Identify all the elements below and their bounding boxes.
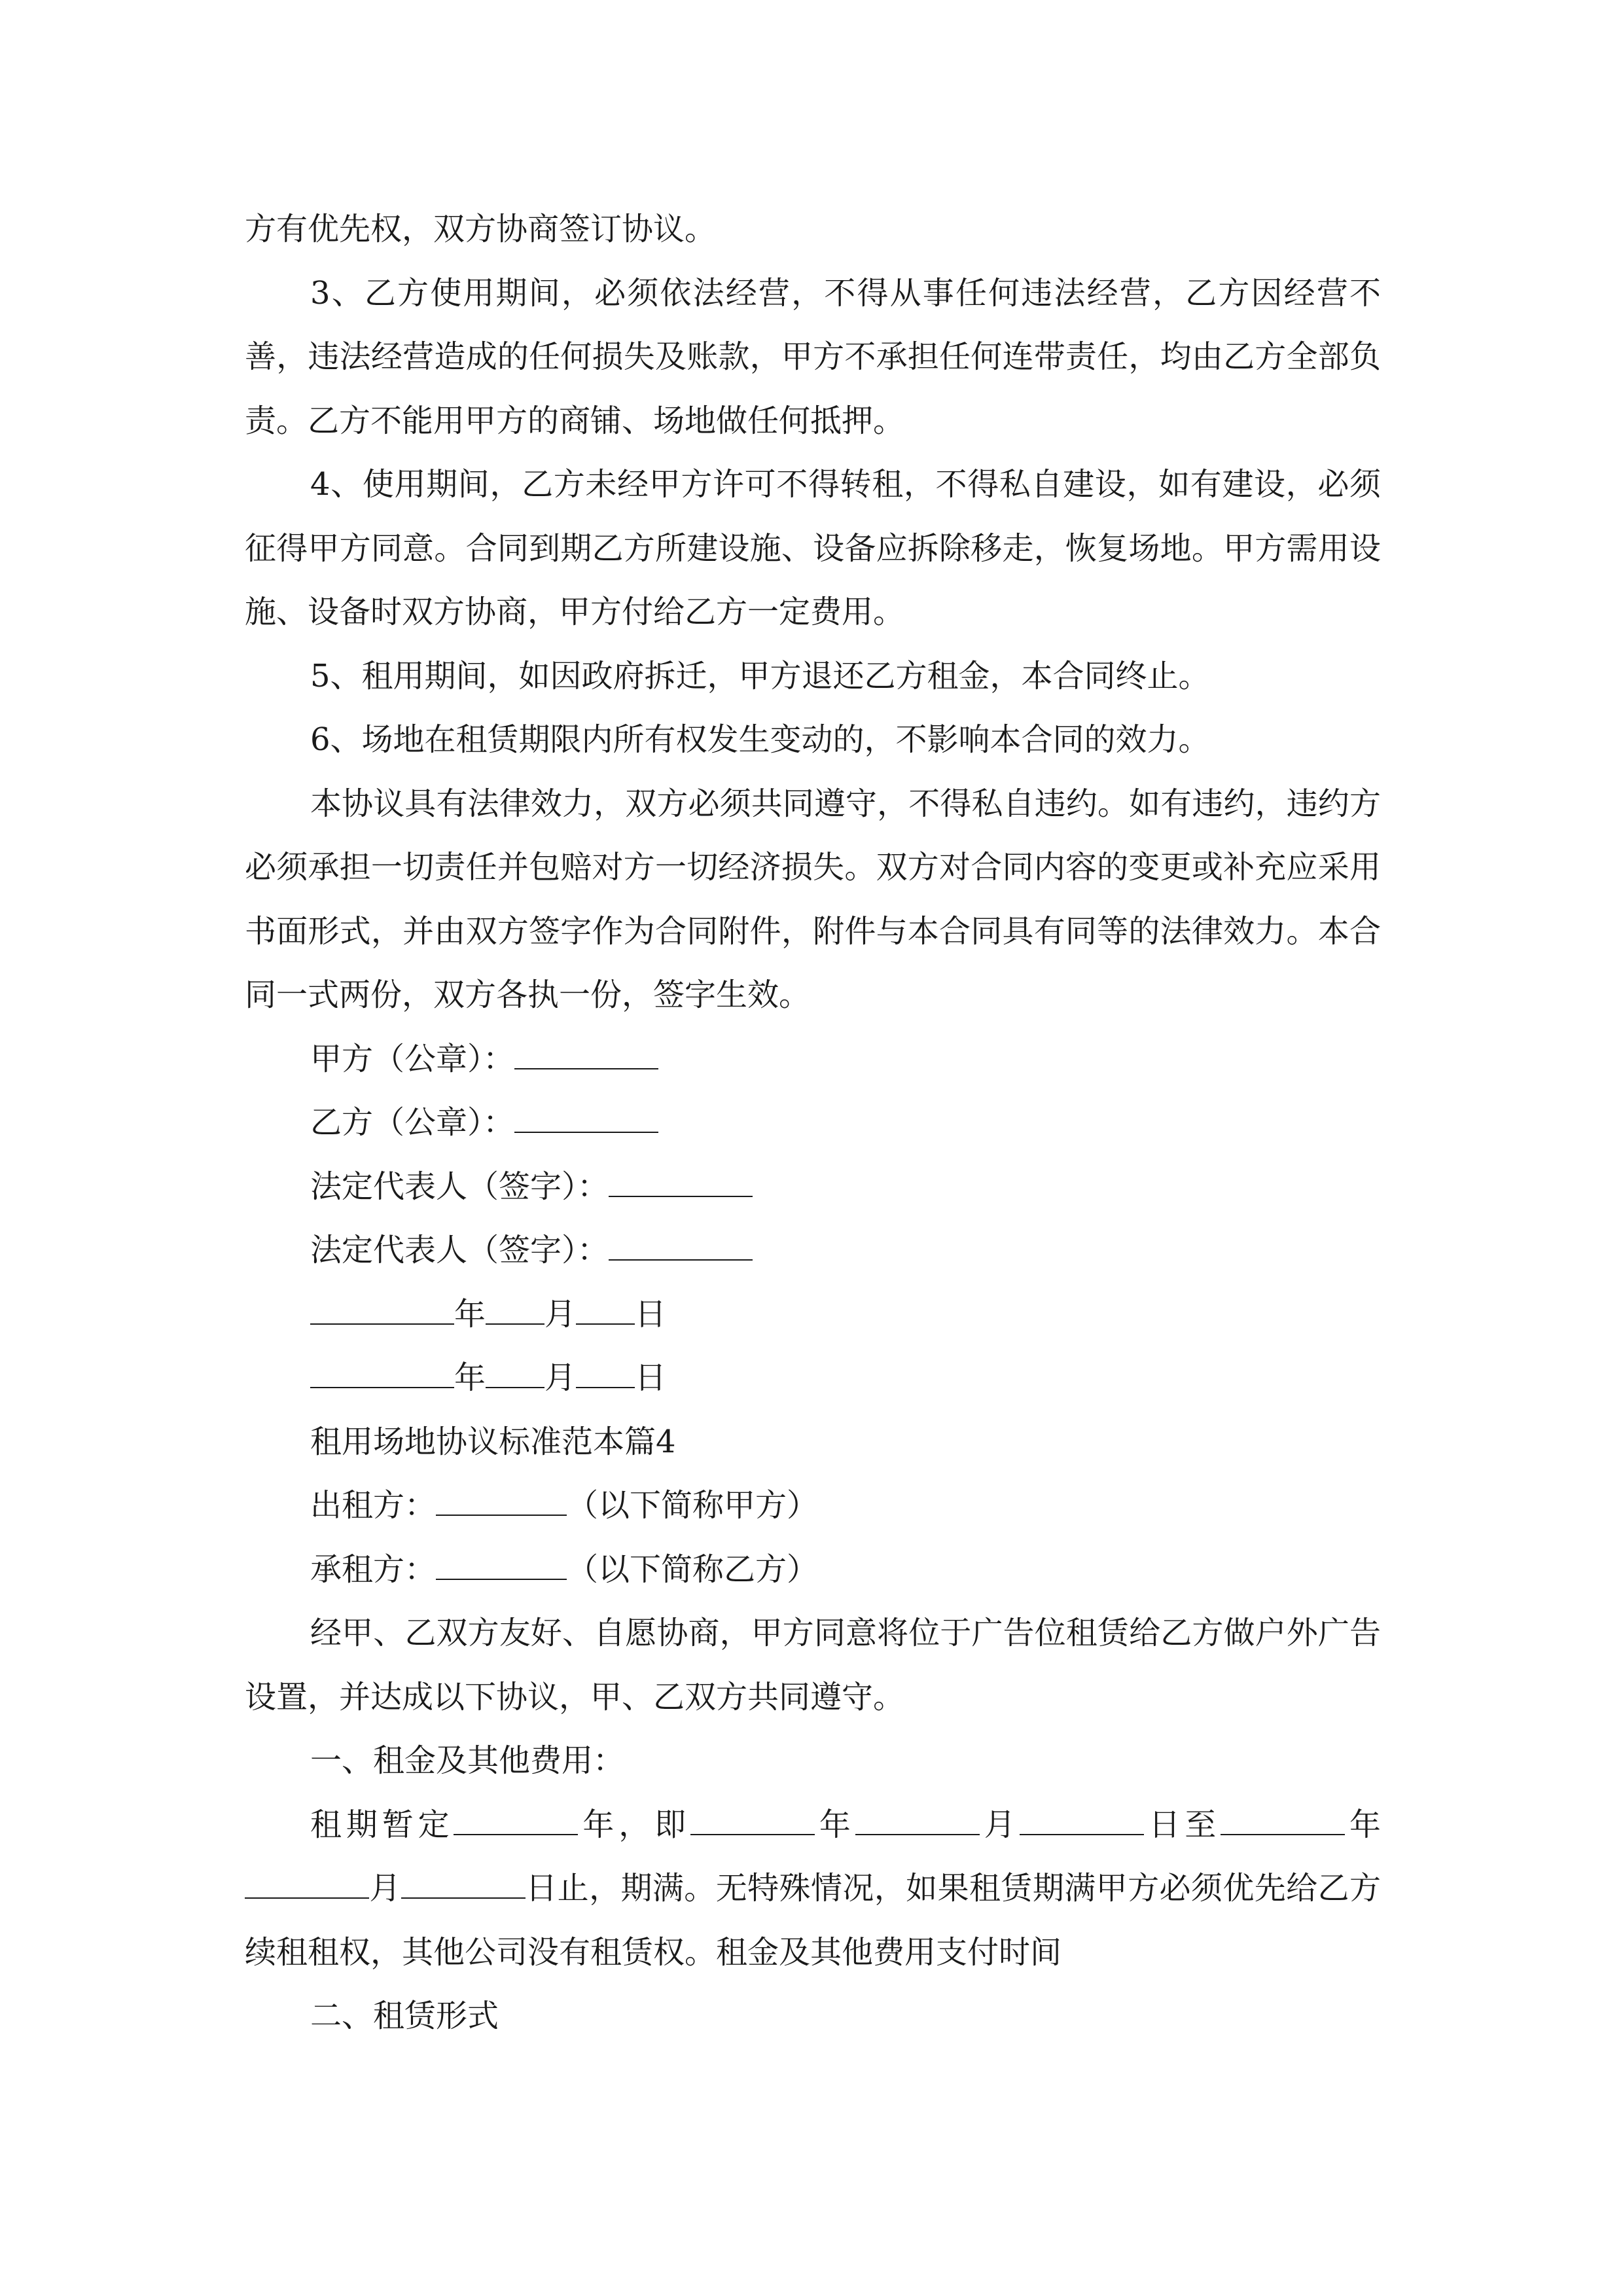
end-month-blank [245, 1863, 369, 1899]
lessor-blank [436, 1480, 567, 1516]
lessor-line [245, 1474, 1381, 1538]
rep-b-blank [609, 1225, 753, 1261]
lessor-label: 出租方： [310, 1487, 437, 1524]
date-line-a [245, 1283, 1381, 1347]
term-rest: 日止，期满。无特殊情况，如果租赁期满甲方必须优先给乙方续租租权，其他公司没有租赁权。租金及其他费用支付时间 [245, 1870, 1381, 1971]
signature-rep-b [245, 1219, 1381, 1283]
date-a-year-blank [310, 1289, 454, 1325]
date-a-month-blank [486, 1289, 544, 1325]
heading-lease-form: 二、租赁形式 [310, 1998, 499, 2034]
date-b-year-label: 年 [454, 1359, 486, 1396]
section-title: 租用场地协议标准范本篇4 [310, 1423, 676, 1460]
date-a-month-label: 月 [544, 1295, 577, 1333]
date-b-month-label: 月 [544, 1359, 577, 1396]
end-day-blank [401, 1863, 526, 1899]
date-b-day-label: 日 [635, 1359, 667, 1396]
clause-4: 4、使用期间，乙方未经甲方许可不得转租，不得私自建设，如有建设，必须征得甲方同意。合同到期乙方所建设施、设备应拆除移走，恢复场地。甲方需用设施、设备时双方协商，甲方付给乙方一定费用。 [245, 466, 1381, 630]
clause-6: 6、场地在租赁期限内所有权发生变动的，不影响本合同的效力。 [310, 721, 1210, 758]
start-year-label: 年 [814, 1806, 855, 1843]
intro-paragraph: 经甲、乙双方友好、自愿协商，甲方同意将位于广告位租赁给乙方做户外广告设置，并达成以下协议，甲、乙双方共同遵守。 [245, 1615, 1381, 1715]
start-day-blank [1020, 1800, 1144, 1835]
start-month-label: 月 [979, 1806, 1020, 1843]
end-month-label: 月 [369, 1870, 401, 1907]
date-b-month-blank [486, 1353, 544, 1388]
start-month-blank [855, 1800, 980, 1835]
term-prefix: 租期暂定 [310, 1806, 454, 1843]
start-day-label: 日至 [1144, 1806, 1221, 1843]
date-a-day-blank [576, 1289, 635, 1325]
date-a-day-label: 日 [635, 1295, 667, 1333]
party-b-label: 乙方（公章）： [310, 1104, 515, 1141]
signature-party-b [245, 1091, 1381, 1155]
signature-rep-a [245, 1155, 1381, 1219]
term-paragraph [245, 1793, 1381, 1985]
clause-5: 5、租用期间，如因政府拆迁，甲方退还乙方租金，本合同终止。 [310, 657, 1210, 694]
start-year-blank [690, 1800, 815, 1835]
lessee-line [245, 1538, 1381, 1602]
term-years-blank [454, 1800, 578, 1835]
rep-a-blank [609, 1162, 753, 1197]
lessee-label: 承租方： [310, 1551, 437, 1588]
party-a-label: 甲方（公章）： [310, 1040, 515, 1077]
end-year-label: 年 [1345, 1806, 1381, 1843]
date-a-year-label: 年 [454, 1295, 486, 1333]
date-b-day-blank [576, 1353, 635, 1388]
date-b-year-blank [310, 1353, 454, 1388]
lessee-suffix: （以下简称乙方） [567, 1551, 819, 1588]
lessor-suffix: （以下简称甲方） [567, 1487, 819, 1524]
signature-party-a [245, 1028, 1381, 1092]
party-b-blank [514, 1098, 658, 1133]
legal-effect-paragraph: 本协议具有法律效力，双方必须共同遵守，不得私自违约。如有违约，违约方必须承担一切责任并包赔对方一切经济损失。双方对合同内容的变更或补充应采用书面形式，并由双方签字作为合同附件，附件与本合同具有同等的法律效力。本合同一式两份，双方各执一份，签字生效。 [245, 785, 1381, 1013]
clause-3: 3、乙方使用期间，必须依法经营，不得从事任何违法经营，乙方因经营不善，违法经营造成的任何损失及账款，甲方不承担任何连带责任，均由乙方全部负责。乙方不能用甲方的商铺、场地做任何抵押。 [245, 274, 1381, 439]
end-year-blank [1221, 1800, 1345, 1835]
rep-b-label: 法定代表人（签字）： [310, 1232, 609, 1268]
party-a-blank [514, 1034, 658, 1069]
date-line-b [245, 1346, 1381, 1410]
term-year-label: 年，即 [578, 1806, 690, 1843]
document-body [245, 198, 1381, 2049]
rep-a-label: 法定代表人（签字）： [310, 1168, 609, 1205]
paragraph-continuation: 方有优先权，双方协商签订协议。 [245, 211, 717, 247]
heading-rent-fees: 一、租金及其他费用： [310, 1742, 625, 1779]
lessee-blank [436, 1545, 567, 1580]
